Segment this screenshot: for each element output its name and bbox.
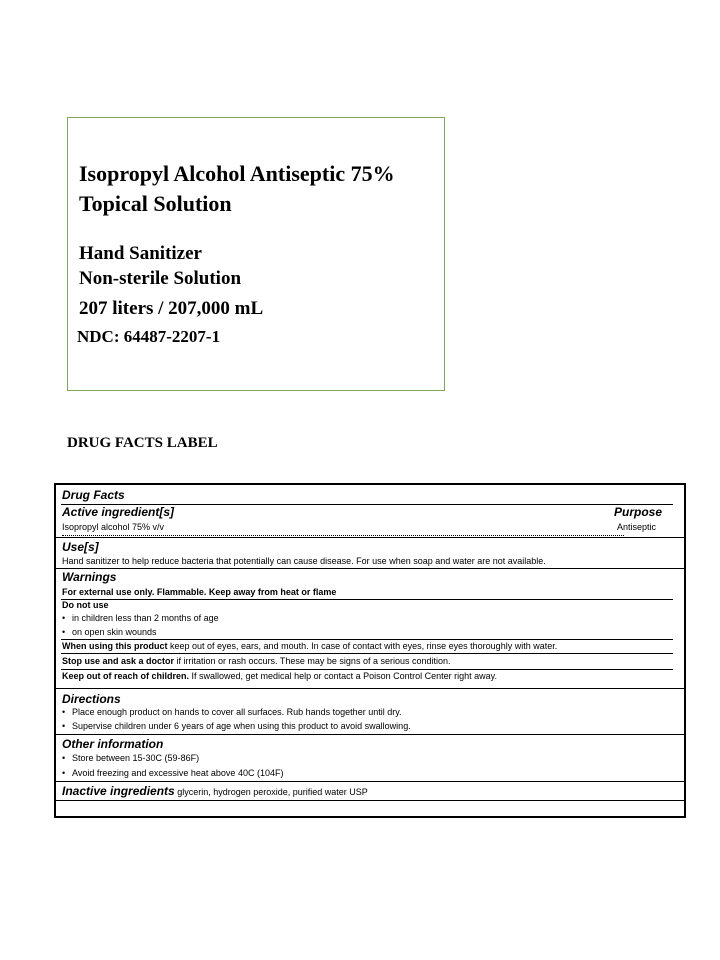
section-divider: [56, 537, 684, 538]
bullet-icon: •: [62, 707, 66, 717]
other-info-item-text: Avoid freezing and excessive heat above 40C (104F): [72, 768, 284, 778]
product-ndc: NDC: 64487-2207-1: [77, 327, 221, 346]
when-using-line: [62, 641, 557, 651]
inactive-heading: Inactive ingredients: [62, 784, 175, 798]
product-name-line-1: Isopropyl Alcohol Antiseptic 75%: [79, 161, 395, 186]
section-divider: [56, 688, 684, 689]
divider: [61, 669, 673, 670]
drug-facts-title: Drug Facts: [62, 488, 125, 502]
warnings-heading: Warnings: [62, 570, 117, 584]
active-ingredient: Isopropyl alcohol 75% v/v: [62, 522, 165, 532]
divider: [61, 653, 673, 654]
do-not-use-heading: Do not use: [62, 600, 109, 610]
keep-out-bold: Keep out of reach of children.: [62, 671, 190, 681]
stop-use-bold: Stop use and ask a doctor: [62, 656, 175, 666]
drug-facts-panel: [54, 483, 686, 818]
do-not-use-item: [62, 627, 157, 637]
bullet-icon: •: [62, 721, 66, 731]
other-info-heading: Other information: [62, 737, 164, 751]
stop-use-text: if irritation or rash occurs. These may be signs of a serious condition.: [174, 656, 451, 666]
other-info-item: [62, 753, 199, 763]
product-name-line-2: Topical Solution: [79, 191, 232, 216]
keep-out-line: [62, 671, 497, 681]
warnings-external: For external use only. Flammable. Keep away from heat or flame: [62, 587, 337, 597]
section-divider: [56, 568, 684, 569]
product-volume: 207 liters / 207,000 mL: [79, 298, 264, 319]
bullet-icon: •: [62, 613, 66, 623]
section-divider: [56, 800, 684, 801]
keep-out-text: If swallowed, get medical help or contact a Poison Control Center right away.: [189, 671, 498, 681]
section-divider: [56, 781, 684, 782]
use-text: Hand sanitizer to help reduce bacteria that potentially can cause disease. For use when soap and water are not available.: [62, 556, 546, 566]
section-divider: [56, 734, 684, 735]
inactive-text: glycerin, hydrogen peroxide, purified water USP: [174, 787, 368, 797]
product-type-line-1: Hand Sanitizer: [79, 243, 202, 264]
divider: [61, 599, 673, 600]
do-not-use-item-text: in children less than 2 months of age: [72, 613, 219, 623]
stop-use-line: [62, 656, 451, 666]
bullet-icon: •: [62, 627, 66, 637]
other-info-item: [62, 768, 283, 778]
directions-item: [62, 721, 411, 731]
directions-item-text: Supervise children under 6 years of age when using this product to avoid swallowing.: [72, 721, 411, 731]
when-using-text: keep out of eyes, ears, and mouth. In case of contact with eyes, rinse eyes thoroughly with water.: [167, 641, 558, 651]
bullet-icon: •: [62, 753, 66, 763]
active-ingredient-heading: Active ingredient[s]: [62, 505, 175, 519]
directions-item-text: Place enough product on hands to cover all surfaces. Rub hands together until dry.: [72, 707, 402, 717]
other-info-item-text: Store between 15-30C (59-86F): [72, 753, 200, 763]
purpose-heading: Purpose: [613, 505, 662, 519]
product-label-box: [67, 117, 445, 391]
divider: [61, 639, 673, 640]
directions-item: [62, 707, 402, 717]
do-not-use-item: [62, 613, 219, 623]
bullet-icon: •: [62, 768, 66, 778]
directions-heading: Directions: [62, 692, 121, 706]
drug-facts-label-heading: DRUG FACTS LABEL: [67, 435, 218, 451]
inactive-line: [62, 784, 368, 798]
purpose-value: Antiseptic: [616, 522, 656, 532]
do-not-use-item-text: on open skin wounds: [72, 627, 157, 637]
product-type-line-2: Non-sterile Solution: [79, 268, 242, 289]
when-using-bold: When using this product: [62, 641, 168, 651]
use-heading: Use[s]: [62, 540, 99, 554]
